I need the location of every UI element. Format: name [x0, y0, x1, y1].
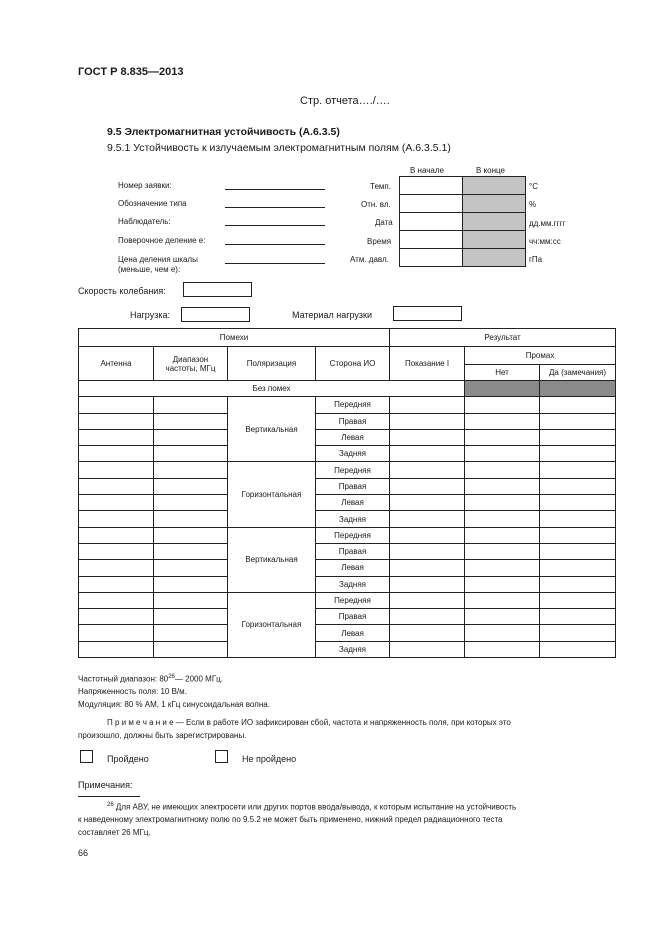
- env-unit-date: дд.мм.гггг: [529, 219, 566, 228]
- table-row: [79, 446, 616, 462]
- header-result: Результат: [390, 329, 616, 347]
- remark-text: — Если в работе ИО зафиксирован сбой, частота и напряженность поля, при которых это: [173, 718, 511, 727]
- antenna-cell[interactable]: [79, 413, 154, 429]
- field-strength-note: Напряженность поля: 10 В/м.: [78, 687, 187, 696]
- table-row: [79, 625, 616, 641]
- row-no-interference: Без помех: [79, 381, 465, 397]
- antenna-cell[interactable]: [79, 511, 154, 527]
- frequency-cell[interactable]: [154, 576, 228, 592]
- frequency-cell[interactable]: [154, 429, 228, 445]
- report-page-reference: Стр. отчета…./….: [300, 95, 390, 107]
- subsection-title: 9.5.1 Устойчивость к излучаемым электромагнитным полям (А.6.3.5.1): [107, 142, 451, 154]
- verification-division-label: Поверочное деление e:: [118, 236, 206, 245]
- scale-division-label-2: (меньше, чем e):: [118, 265, 181, 274]
- miss-yes-cell[interactable]: [540, 609, 616, 625]
- type-designation-label: Обозначение типа: [118, 199, 187, 208]
- antenna-cell[interactable]: [79, 429, 154, 445]
- env-label-pressure: Атм. давл.: [350, 255, 389, 264]
- reading-cell[interactable]: [390, 609, 465, 625]
- reading-cell[interactable]: [390, 543, 465, 559]
- modulation-note: Модуляция: 80 % АМ, 1 кГц синусоидальная волна.: [78, 700, 270, 709]
- failed-label: Не пройдено: [242, 754, 297, 764]
- miss-yes-cell[interactable]: [540, 527, 616, 543]
- footnote-text-1: Для АВУ, не имеющих электросети или других портов ввода/вывода, к которым испытание на устойчивость: [113, 802, 517, 812]
- scale-division-field[interactable]: [225, 263, 325, 264]
- antenna-cell[interactable]: [79, 576, 154, 592]
- antenna-cell[interactable]: [79, 625, 154, 641]
- frequency-cell[interactable]: [154, 625, 228, 641]
- load-material-label: Материал нагрузки: [292, 310, 372, 320]
- miss-yes-cell[interactable]: [540, 446, 616, 462]
- frequency-cell[interactable]: [154, 413, 228, 429]
- header-reading: Показание I: [390, 347, 465, 381]
- header-side: Сторона ИО: [316, 347, 390, 381]
- side-cell: Задняя: [316, 641, 390, 657]
- miss-no-cell[interactable]: [465, 527, 540, 543]
- environment-table: [399, 176, 526, 267]
- side-cell: Левая: [316, 560, 390, 576]
- antenna-cell[interactable]: [79, 560, 154, 576]
- reading-cell[interactable]: [390, 511, 465, 527]
- load-field[interactable]: [181, 307, 250, 322]
- env-start-cell[interactable]: [400, 213, 463, 231]
- load-label: Нагрузка:: [130, 310, 170, 320]
- remark-label: П р и м е ч а н и е: [107, 718, 174, 727]
- frequency-cell[interactable]: [154, 462, 228, 478]
- miss-no-cell[interactable]: [465, 560, 540, 576]
- reading-cell[interactable]: [390, 495, 465, 511]
- miss-no-cell[interactable]: [465, 641, 540, 657]
- env-unit-pressure: гПа: [529, 255, 543, 264]
- frequency-cell[interactable]: [154, 641, 228, 657]
- frequency-cell[interactable]: [154, 560, 228, 576]
- antenna-cell[interactable]: [79, 609, 154, 625]
- request-number-field[interactable]: [225, 189, 325, 190]
- side-cell: Правая: [316, 478, 390, 494]
- table-row: [79, 641, 616, 657]
- polarization-cell: Горизонтальная: [228, 462, 316, 527]
- env-start-cell[interactable]: [400, 177, 463, 195]
- oscillation-speed-label: Скорость колебания:: [78, 286, 166, 296]
- table-row: [79, 592, 616, 608]
- env-end-cell[interactable]: [463, 213, 526, 231]
- polarization-cell: Горизонтальная: [228, 592, 316, 657]
- env-col-start: В начале: [410, 166, 444, 175]
- table-row: [79, 495, 616, 511]
- type-designation-field[interactable]: [225, 207, 325, 208]
- miss-no-cell[interactable]: [465, 413, 540, 429]
- reading-cell[interactable]: [390, 397, 465, 413]
- antenna-cell[interactable]: [79, 397, 154, 413]
- header-frequency-line1: Диапазон: [172, 354, 209, 364]
- frequency-range-note: [78, 674, 223, 684]
- reading-cell[interactable]: [390, 592, 465, 608]
- env-end-cell[interactable]: [463, 231, 526, 249]
- side-cell: Передняя: [316, 462, 390, 478]
- reading-cell[interactable]: [390, 413, 465, 429]
- frequency-cell[interactable]: [154, 527, 228, 543]
- polarization-cell: Вертикальная: [228, 397, 316, 462]
- frequency-cell[interactable]: [154, 511, 228, 527]
- side-cell: Задняя: [316, 576, 390, 592]
- miss-yes-cell[interactable]: [540, 495, 616, 511]
- env-start-cell[interactable]: [400, 249, 463, 267]
- remarks-label: Примечания:: [78, 780, 133, 790]
- side-cell: Правая: [316, 413, 390, 429]
- reading-cell[interactable]: [390, 478, 465, 494]
- side-cell: Передняя: [316, 527, 390, 543]
- observer-label: Наблюдатель:: [118, 217, 171, 226]
- side-cell: Левая: [316, 625, 390, 641]
- header-frequency-range: [154, 347, 228, 381]
- miss-no-cell[interactable]: [465, 462, 540, 478]
- frequency-cell[interactable]: [154, 478, 228, 494]
- antenna-cell[interactable]: [79, 641, 154, 657]
- reading-cell[interactable]: [390, 527, 465, 543]
- table-row: [79, 397, 616, 413]
- interference-table: [78, 328, 616, 658]
- miss-yes-cell[interactable]: [540, 641, 616, 657]
- scale-division-label: Цена деления шкалы: [118, 255, 198, 264]
- env-start-cell[interactable]: [400, 231, 463, 249]
- env-label-humidity: Отн. вл.: [361, 200, 391, 209]
- table-row: [79, 609, 616, 625]
- footnote-line-1: [107, 802, 516, 812]
- footnote-number: 26: [107, 802, 114, 808]
- header-miss-yes: Да (замечания): [540, 365, 616, 381]
- antenna-cell[interactable]: [79, 495, 154, 511]
- passed-checkbox[interactable]: [80, 750, 93, 763]
- polarization-cell: Вертикальная: [228, 527, 316, 592]
- remark-line-1: [107, 718, 511, 727]
- miss-no-cell[interactable]: [465, 397, 540, 413]
- header-antenna: Антенна: [79, 347, 154, 381]
- side-cell: Правая: [316, 609, 390, 625]
- cell-disabled: [465, 381, 540, 397]
- frequency-cell[interactable]: [154, 495, 228, 511]
- env-unit-humidity: %: [529, 200, 537, 209]
- frequency-cell[interactable]: [154, 397, 228, 413]
- table-row: [79, 527, 616, 543]
- table-row: [79, 478, 616, 494]
- env-label-date: Дата: [375, 218, 393, 227]
- env-end-cell[interactable]: [463, 195, 526, 213]
- miss-no-cell[interactable]: [465, 592, 540, 608]
- verification-division-field[interactable]: [225, 244, 325, 245]
- env-start-cell[interactable]: [400, 195, 463, 213]
- antenna-cell[interactable]: [79, 478, 154, 494]
- env-end-cell[interactable]: [463, 177, 526, 195]
- request-number-label: Номер заявки:: [118, 181, 172, 190]
- miss-yes-cell[interactable]: [540, 625, 616, 641]
- antenna-cell[interactable]: [79, 543, 154, 559]
- oscillation-speed-field[interactable]: [183, 282, 252, 297]
- standard-number: ГОСТ Р 8.835—2013: [78, 66, 184, 78]
- miss-no-cell[interactable]: [465, 446, 540, 462]
- antenna-cell[interactable]: [79, 527, 154, 543]
- header-interference: Помехи: [79, 329, 390, 347]
- side-cell: Левая: [316, 495, 390, 511]
- cell-disabled: [540, 381, 616, 397]
- reading-cell[interactable]: [390, 462, 465, 478]
- footnote-separator: [78, 796, 140, 797]
- remark-line-2: произошло, должны быть зарегистрированы.: [78, 731, 247, 740]
- side-cell: Левая: [316, 429, 390, 445]
- env-end-cell[interactable]: [463, 249, 526, 267]
- miss-yes-cell[interactable]: [540, 429, 616, 445]
- observer-field[interactable]: [225, 225, 325, 226]
- table-row: [79, 462, 616, 478]
- miss-yes-cell[interactable]: [540, 543, 616, 559]
- env-unit-temp: °C: [529, 182, 538, 191]
- passed-label: Пройдено: [107, 754, 149, 764]
- miss-no-cell[interactable]: [465, 511, 540, 527]
- miss-yes-cell[interactable]: [540, 413, 616, 429]
- env-unit-time: чч:мм:сс: [529, 237, 561, 246]
- miss-no-cell[interactable]: [465, 495, 540, 511]
- miss-no-cell[interactable]: [465, 429, 540, 445]
- side-cell: Задняя: [316, 511, 390, 527]
- table-row: [79, 560, 616, 576]
- miss-yes-cell[interactable]: [540, 560, 616, 576]
- miss-no-cell[interactable]: [465, 609, 540, 625]
- header-polarization: Поляризация: [228, 347, 316, 381]
- reading-cell[interactable]: [390, 429, 465, 445]
- section-title: 9.5 Электромагнитная устойчивость (А.6.3.5): [107, 126, 340, 138]
- footnote-ref: 26: [168, 674, 175, 680]
- miss-no-cell[interactable]: [465, 478, 540, 494]
- frequency-cell[interactable]: [154, 446, 228, 462]
- antenna-cell[interactable]: [79, 592, 154, 608]
- table-row: [79, 413, 616, 429]
- header-miss: Промах: [465, 347, 616, 365]
- frequency-cell[interactable]: [154, 543, 228, 559]
- side-cell: Правая: [316, 543, 390, 559]
- reading-cell[interactable]: [390, 446, 465, 462]
- side-cell: Задняя: [316, 446, 390, 462]
- miss-yes-cell[interactable]: [540, 462, 616, 478]
- side-cell: Передняя: [316, 397, 390, 413]
- reading-cell[interactable]: [390, 625, 465, 641]
- footnote-line-2: к наведенному электромагнитному полю по 9.5.2 не может быть применено, нижний предел радиационного теста: [78, 815, 503, 824]
- miss-yes-cell[interactable]: [540, 511, 616, 527]
- table-row: [79, 543, 616, 559]
- side-cell: Передняя: [316, 592, 390, 608]
- reading-cell[interactable]: [390, 560, 465, 576]
- env-label-time: Время: [367, 237, 392, 246]
- table-row: [79, 429, 616, 445]
- failed-checkbox[interactable]: [215, 750, 228, 763]
- env-col-end: В конце: [476, 166, 505, 175]
- header-miss-no: Нет: [465, 365, 540, 381]
- load-material-field[interactable]: [393, 306, 462, 321]
- footnote-line-3: составляет 26 МГц.: [78, 828, 151, 837]
- miss-yes-cell[interactable]: [540, 397, 616, 413]
- miss-no-cell[interactable]: [465, 625, 540, 641]
- miss-yes-cell[interactable]: [540, 576, 616, 592]
- header-frequency-line2: частоты, МГц: [165, 363, 216, 373]
- frequency-range-text: Частотный диапазон: 80: [78, 674, 169, 684]
- miss-no-cell[interactable]: [465, 543, 540, 559]
- reading-cell[interactable]: [390, 576, 465, 592]
- frequency-cell[interactable]: [154, 592, 228, 608]
- antenna-cell[interactable]: [79, 446, 154, 462]
- page-number: 66: [78, 848, 89, 858]
- table-row: [79, 576, 616, 592]
- table-row: [79, 511, 616, 527]
- miss-no-cell[interactable]: [465, 576, 540, 592]
- env-label-temp: Темп.: [370, 182, 391, 191]
- miss-yes-cell[interactable]: [540, 592, 616, 608]
- antenna-cell[interactable]: [79, 462, 154, 478]
- table-body: [79, 397, 616, 658]
- reading-cell[interactable]: [390, 641, 465, 657]
- frequency-cell[interactable]: [154, 609, 228, 625]
- frequency-range-end: — 2000 МГц.: [174, 674, 223, 684]
- miss-yes-cell[interactable]: [540, 478, 616, 494]
